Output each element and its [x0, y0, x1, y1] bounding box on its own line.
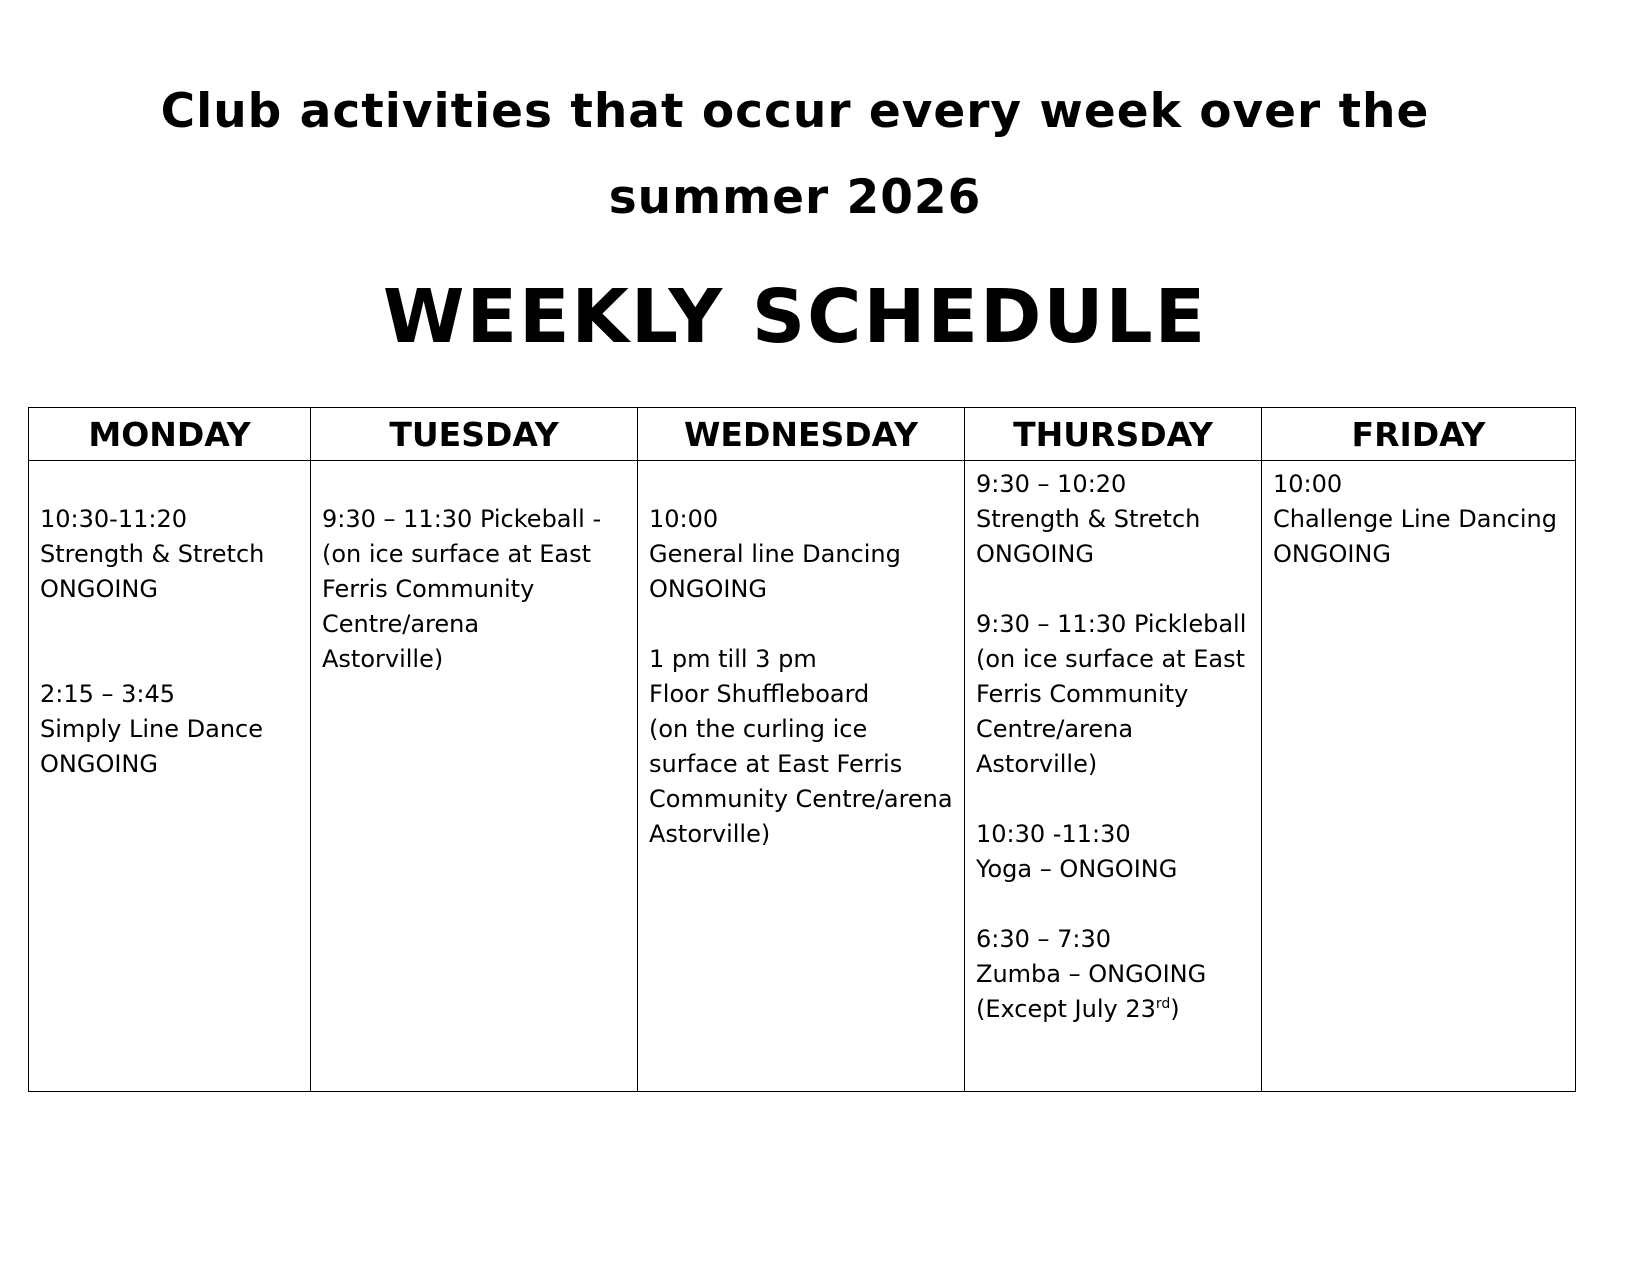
- thursday-activity-4-name: Zumba – ONGOING: [976, 960, 1207, 988]
- wednesday-activity-2-name: Floor Shuffleboard: [649, 680, 870, 708]
- wednesday-activity-2-location-1: (on the curling ice: [649, 715, 868, 743]
- thursday-activity-2-time: 9:30 – 11:30 Pickleball: [976, 610, 1247, 638]
- exception-text: (Except July 23: [976, 995, 1156, 1023]
- thursday-activity-3-name: Yoga – ONGOING: [976, 855, 1178, 883]
- tuesday-activity-location-1: (on ice surface at East: [322, 540, 592, 568]
- wednesday-activity-2-location-2: surface at East Ferris: [649, 750, 903, 778]
- friday-cell: [1262, 461, 1576, 1092]
- friday-activity-1-time: 10:00: [1273, 470, 1343, 498]
- wednesday-activity-2-location-3: Community Centre/arena: [649, 785, 953, 813]
- thursday-activity-1-time: 9:30 – 10:20: [976, 470, 1127, 498]
- thursday-activity-1-name: Strength & Stretch: [976, 505, 1201, 533]
- tuesday-activity-location-3: Centre/arena: [322, 610, 480, 638]
- wednesday-cell: [638, 461, 965, 1092]
- thursday-cell: [965, 461, 1262, 1092]
- tuesday-activity-location-4: Astorville): [322, 645, 444, 673]
- monday-activity-1-name: Strength & Stretch: [40, 540, 265, 568]
- tuesday-cell: [311, 461, 638, 1092]
- schedule-row: [29, 461, 1576, 1092]
- wednesday-activity-2-time: 1 pm till 3 pm: [649, 645, 817, 673]
- tuesday-activity-location-2: Ferris Community: [322, 575, 535, 603]
- friday-activity-1-name: Challenge Line Dancing: [1273, 505, 1557, 533]
- day-header-monday: MONDAY: [29, 408, 311, 461]
- day-header-friday: FRIDAY: [1262, 408, 1576, 461]
- thursday-activity-4-time: 6:30 – 7:30: [976, 925, 1112, 953]
- monday-activity-2-time: 2:15 – 3:45: [40, 680, 176, 708]
- monday-cell: [29, 461, 311, 1092]
- thursday-activity-3-time: 10:30 -11:30: [976, 820, 1131, 848]
- subtitle-line-1: Club activities that occur every week over the: [160, 84, 1430, 139]
- weekly-schedule-table: [28, 407, 1576, 1092]
- ordinal-suffix: rd: [1155, 996, 1171, 1012]
- monday-activity-2-name: Simply Line Dance: [40, 715, 264, 743]
- day-header-wednesday: WEDNESDAY: [638, 408, 965, 461]
- day-header-tuesday: TUESDAY: [311, 408, 638, 461]
- day-header-row: [29, 408, 1576, 461]
- thursday-activity-2-location-2: Ferris Community: [976, 680, 1189, 708]
- wednesday-activity-1-status: ONGOING: [649, 575, 767, 603]
- wednesday-activity-2-location-4: Astorville): [649, 820, 771, 848]
- thursday-activity-1-status: ONGOING: [976, 540, 1094, 568]
- subtitle-line-2: summer 2026: [608, 170, 982, 225]
- exception-close: ): [1170, 995, 1180, 1023]
- page-title: WEEKLY SCHEDULE: [382, 274, 1208, 360]
- friday-activity-1-status: ONGOING: [1273, 540, 1391, 568]
- thursday-activity-2-location-4: Astorville): [976, 750, 1098, 778]
- day-header-thursday: THURSDAY: [965, 408, 1262, 461]
- thursday-activity-2-location-3: Centre/arena: [976, 715, 1134, 743]
- thursday-activity-4-exception: [976, 992, 1251, 1027]
- monday-activity-1-time: 10:30-11:20: [40, 505, 187, 533]
- thursday-activity-2-location-1: (on ice surface at East: [976, 645, 1246, 673]
- monday-activity-2-status: ONGOING: [40, 750, 158, 778]
- wednesday-activity-1-time: 10:00: [649, 505, 719, 533]
- tuesday-activity-time-name: 9:30 – 11:30 Pickeball -: [322, 505, 602, 533]
- wednesday-activity-1-name: General line Dancing: [649, 540, 901, 568]
- monday-activity-1-status: ONGOING: [40, 575, 158, 603]
